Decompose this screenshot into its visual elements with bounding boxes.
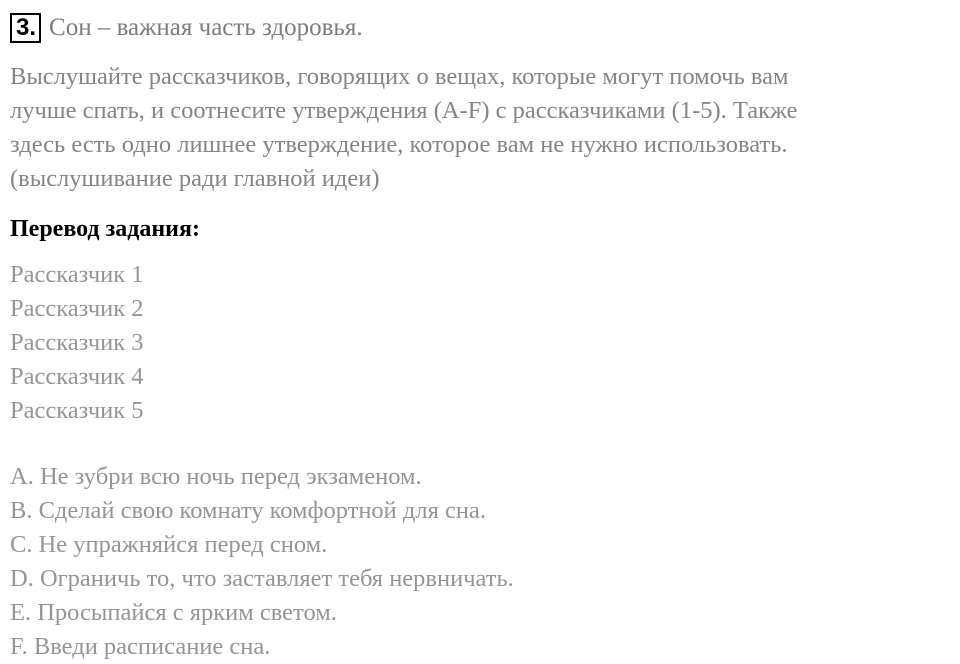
statement-item: E. Просыпайся с ярким светом. bbox=[10, 599, 337, 626]
speaker-item: Рассказчик 1 bbox=[10, 261, 144, 288]
instruction-line: здесь есть одно лишнее утверждение, которое вам не нужно использовать. bbox=[10, 131, 788, 158]
translation-heading: Перевод задания: bbox=[10, 216, 200, 242]
instruction-line: Выслушайте рассказчиков, говорящих о вещах, которые могут помочь вам bbox=[10, 63, 789, 90]
speaker-item: Рассказчик 3 bbox=[10, 329, 144, 356]
task-number-box: 3. bbox=[10, 13, 41, 43]
statement-list bbox=[10, 460, 950, 664]
speaker-item: Рассказчик 2 bbox=[10, 295, 144, 322]
speaker-list bbox=[10, 258, 950, 428]
task-instructions bbox=[10, 60, 950, 196]
speaker-item: Рассказчик 5 bbox=[10, 397, 144, 424]
instruction-line: (выслушивание ради главной идеи) bbox=[10, 165, 380, 192]
task-header bbox=[10, 10, 950, 46]
statement-item: A. Не зубри всю ночь перед экзаменом. bbox=[10, 463, 422, 490]
statement-item: F. Введи расписание сна. bbox=[10, 633, 271, 660]
instruction-line: лучше спать, и соотнесите утверждения (A-F) с рассказчиками (1-5). Также bbox=[10, 97, 798, 124]
document-page bbox=[10, 10, 950, 664]
statement-item: B. Сделай свою комнату комфортной для сна. bbox=[10, 497, 486, 524]
task-title: Сон – важная часть здоровья. bbox=[49, 14, 363, 41]
speaker-item: Рассказчик 4 bbox=[10, 363, 144, 390]
statement-item: D. Ограничь то, что заставляет тебя нервничать. bbox=[10, 565, 514, 592]
statement-item: C. Не упражняйся перед сном. bbox=[10, 531, 328, 558]
